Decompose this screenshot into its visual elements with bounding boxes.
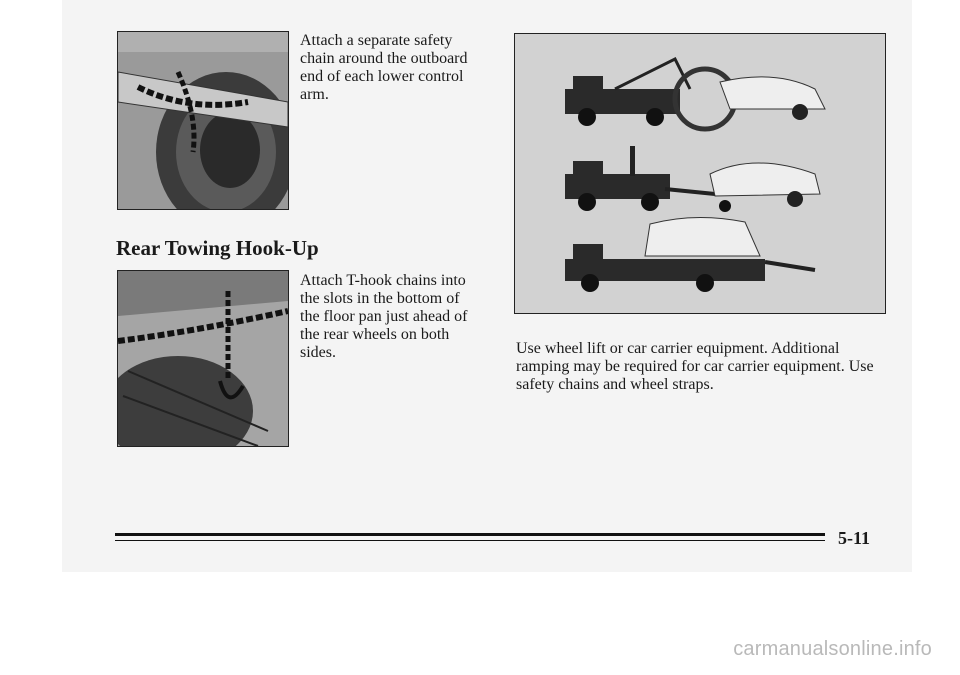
text-line: the floor pan just ahead of <box>300 308 468 325</box>
safety-chain-text <box>300 32 468 104</box>
footer-rule-thin <box>115 540 825 541</box>
text-line: sides. <box>300 344 336 361</box>
footer-rule-thick <box>115 533 825 536</box>
text-line: end of each lower control <box>300 68 464 85</box>
text-line: the rear wheels on both <box>300 326 450 343</box>
text-line: chain around the outboard <box>300 50 468 67</box>
t-hook-chain-illustration <box>117 270 289 447</box>
text-line: Use wheel lift or car carrier equipment. Additional <box>516 340 840 357</box>
t-hook-text <box>300 272 468 362</box>
equipment-text <box>516 340 874 394</box>
t-hook-chain-drawing <box>118 271 288 446</box>
text-line: ramping may be required for car carrier equipment. Use <box>516 358 874 375</box>
page-number: 5-11 <box>838 528 871 548</box>
safety-chain-illustration <box>117 31 289 210</box>
text-line: the slots in the bottom of <box>300 290 460 307</box>
section-heading: Rear Towing Hook-Up <box>116 236 319 260</box>
watermark: carmanualsonline.info <box>733 638 932 660</box>
tow-equipment-illustration <box>514 33 886 314</box>
tow-trucks-drawing <box>515 34 885 313</box>
text-line: safety chains and wheel straps. <box>516 376 714 393</box>
text-line: Attach a separate safety <box>300 32 453 49</box>
text-line: Attach T-hook chains into <box>300 272 466 289</box>
safety-chain-drawing <box>118 32 288 209</box>
text-line: arm. <box>300 86 329 103</box>
